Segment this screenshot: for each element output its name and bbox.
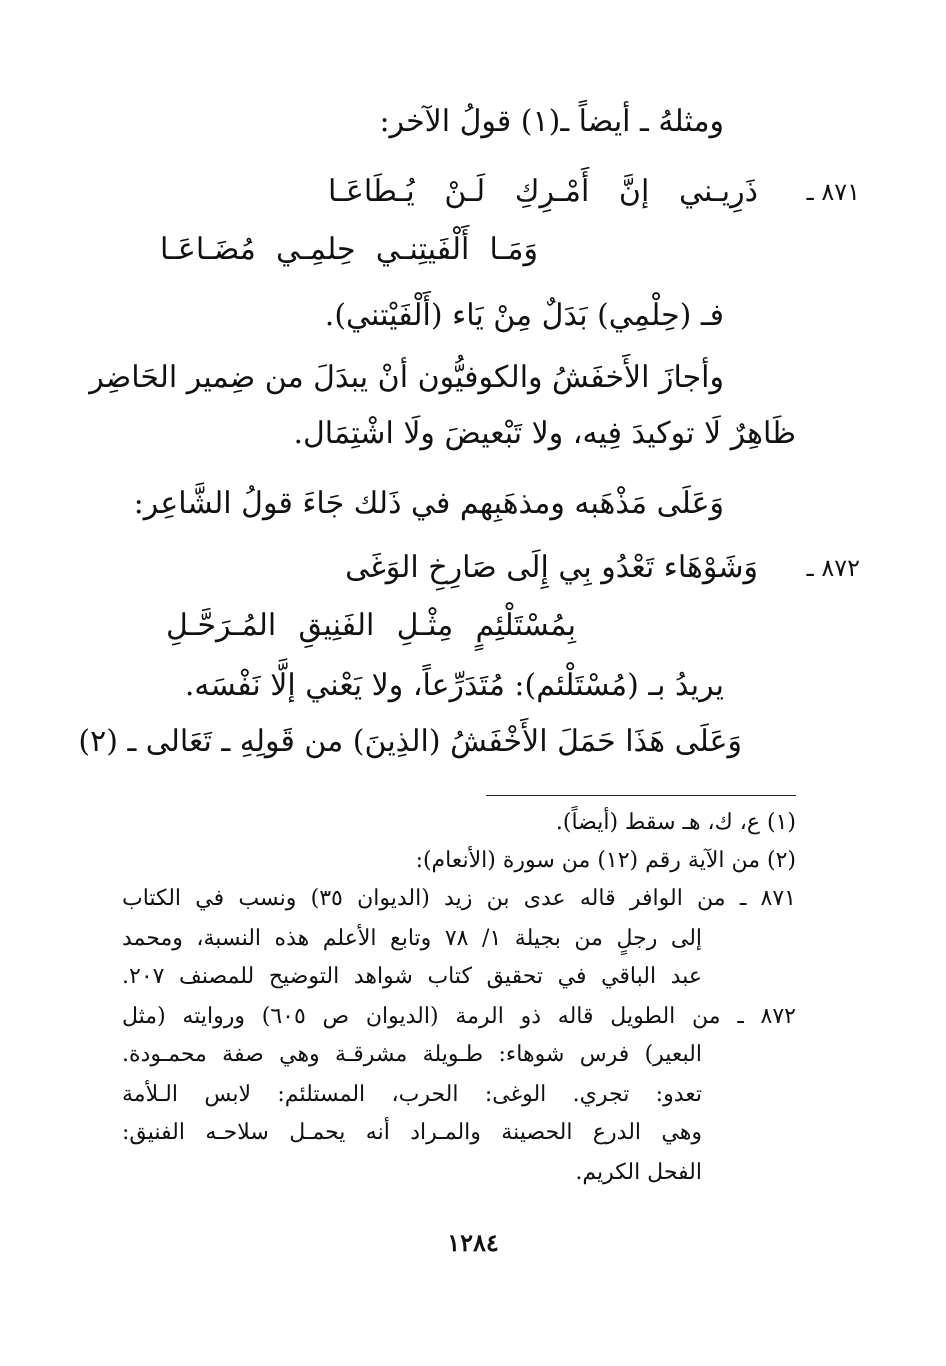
footnote-872-line-5: الفحل الكريم. [575, 1160, 702, 1185]
footnote-871-line-1: ٨٧١ ـ من الوافر قاله عدى بن زيد (الديوان ٣٥) ونسب في الكتاب [122, 886, 796, 911]
verse-number-872: ٨٧٢ ـ [806, 554, 860, 582]
note-hilmi-badal: فـ (حِلْمِي) بَدَلٌ مِنْ يَاء (أَلْفَيْتني). [324, 298, 724, 333]
verse-number-871: ٨٧١ ـ [806, 178, 860, 206]
footnote-872-line-2: البعير) فرس شوهاء: طـويلة مشرقـة وهي صفة محمـودة. [122, 1042, 702, 1067]
footnote-871-line-3: عبد الباقي في تحقيق كتاب شواهد التوضيح للمصنف ٢٠٧. [122, 964, 702, 989]
verse-872-hemistich-1: وَشَوْهَاء تَعْدُو بِي إِلَى صَارِخِ الوَغَى [345, 550, 758, 585]
footnote-872-line-1: ٨٧٢ ـ من الطويل قاله ذو الرمة (الديوان ص ٦٠٥) وروايته (مثل [122, 1004, 796, 1029]
verse-871-hemistich-1: ذَرِيـني إنَّ أَمْـرِكِ لَـنْ يُـطَاعَـا [328, 174, 758, 209]
footnote-871-line-2: إلى رجلٍ من بجيلة ١/ ٧٨ وتابع الأعلم هذه النسبة، ومحمد [122, 926, 703, 951]
footnote-2: (٢) من الآية رقم (١٢) من سورة (الأنعام): [415, 848, 796, 873]
intro-line-2: وَعَلَى مَذْهَبه ومذهَبِهم في ذَلك جَاءَ قولُ الشَّاعِر: [133, 486, 724, 521]
note-mustalim: يريدُ بـ (مُسْتَلْئم): مُتَدَرِّعاً، ولا يَعْني إلَّا نَفْسَه. [184, 668, 724, 703]
footnote-872-line-3: تعدو: تجري. الوغى: الحرب، المستلئم: لابس الـلأمة [122, 1082, 702, 1107]
paragraph-alladhina: وَعَلَى هَذَا حَمَلَ الأَخْفَشُ (الذِينَ) من قَولِهِ ـ تَعَالى ـ (٢) [78, 724, 742, 759]
paragraph-akhfash-line-1: وأجازَ الأَخفَشُ والكوفيُّون أنْ يبدَلَ من ضِمير الحَاضِر [89, 360, 724, 395]
verse-871-hemistich-2: وَمَـا أَلْفَيتِنـي حِلمِـي مُضَـاعَـا [160, 232, 538, 267]
footnote-1: (١) ع، ك، هـ سقط (أيضاً). [555, 810, 796, 835]
intro-line-1: ومثلهُ ـ أيضاً ـ(١) قولُ الآخر: [379, 104, 724, 139]
footnote-872-line-4: وهي الدرع الحصينة والمـراد أنه يحمـل سلاحـه الفنيق: [122, 1120, 702, 1145]
paragraph-akhfash-line-2: ظَاهِرٌ لَا توكيدَ فِيه، ولا تَبْعيضَ ولَا اشْتِمَال. [293, 416, 796, 451]
footnote-separator [486, 795, 796, 796]
page-number: ١٢٨٤ [447, 1228, 499, 1257]
verse-872-hemistich-2: بِمُسْتَلْئِمٍ مِثْـلِ الفَنِيقِ المُـرَحَّـلِ [166, 608, 576, 643]
